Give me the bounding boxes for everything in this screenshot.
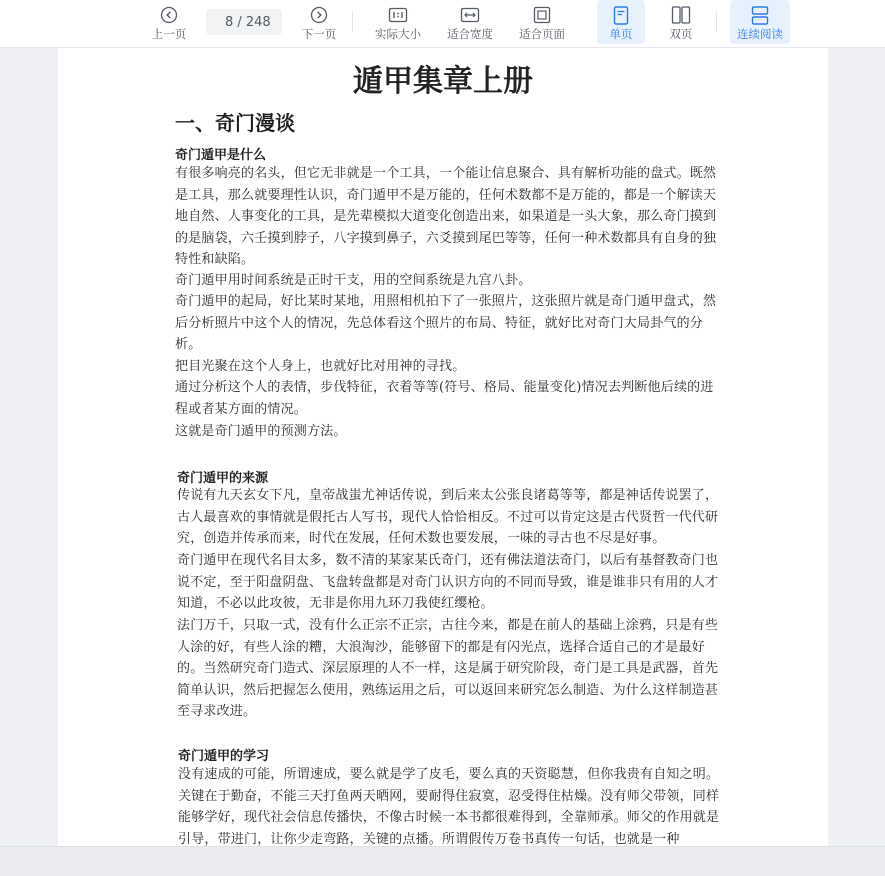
prev-page-button[interactable] [145,0,193,44]
paragraph: 奇门遁甲用时间系统是正时干支，用的空间系统是九宫八卦。 [175,273,532,288]
fit-page-button[interactable] [512,0,572,44]
reader-toolbar [0,0,885,48]
toolbar-divider [716,12,717,32]
page-indicator[interactable] [206,9,282,35]
paragraph: 这就是奇门遁甲的预测方法。 [175,424,347,439]
continuous-reading-label: 连续阅读 [737,27,783,41]
chevron-right-circle-icon [309,5,329,25]
document-page [58,48,828,846]
single-page-button[interactable] [597,0,645,44]
continuous-reading-button[interactable] [730,0,790,44]
single-page-label: 单页 [609,27,633,41]
actual-size-button[interactable] [368,0,428,44]
fit-width-button[interactable] [440,0,500,44]
double-page-label: 双页 [669,27,693,41]
prev-page-label: 上一页 [151,27,187,41]
section-heading: 奇门遁甲是什么 [175,148,267,163]
toolbar-divider [352,12,353,32]
next-page-label: 下一页 [301,27,337,41]
paragraph: 有很多响亮的名头，但它无非就是一个工具，一个能让信息聚合、具有解析功能的盘式。既然是工具，那么就要理性认识，奇门遁甲不是万能的，任何术数都不是万能的，都是一个解读天地自然、人事变化的工具，是先辈模拟大道变化创造出来，如果道是一头大象，那么奇门摸到的是脑袋，六壬摸到脖子，八字摸到鼻子，六爻摸到尾巴等等，任何一种术数都具有自身的独特性和缺陷。 [175,166,717,267]
page-total: / 248 [237,14,271,30]
paragraph: 法门万千，只取一式，没有什么正宗不正宗，古往今来，都是在前人的基础上涂鸦，只是有些人涂的好，有些人涂的糟，大浪淘沙，能够留下的都是有闪光点，选择合适自己的才是最好的。当然研究奇门造式、深层原理的人不一样，这是属于研究阶段，奇门是工具是武器，首先简单认识，然后把握怎么使用，熟练运用之后，可以返回来研究怎么制造、为什么这样制造甚至寻求改进。 [177,618,719,719]
actual-size-icon [388,5,408,25]
continuous-reading-icon [750,5,770,25]
section-heading: 奇门遁甲的学习 [178,749,270,764]
actual-size-label: 实际大小 [375,27,421,41]
fit-width-label: 适合宽度 [447,27,493,41]
fit-page-icon [532,5,552,25]
paragraph: 没有速成的可能，所谓速成，要么就是学了皮毛，要么真的天资聪慧，但你我贵有自知之明。关键在于勤奋，不能三天打鱼两天晒网，要耐得住寂寞，忍受得住枯燥。没有师父带领，同样能够学好，现代社会信息传播快，不像古时候一本书都很难得到，全靠师承。师父的作用就是引导，带进门，让你少走弯路，关键的点播。所谓假传万卷书真传一句话，也就是一种 [178,767,720,846]
page-current[interactable]: 8 [225,14,234,30]
next-page-button[interactable] [295,0,343,44]
paragraph: 把目光聚在这个人身上，也就好比对用神的寻找。 [175,359,466,374]
paragraph: 奇门遁甲的起局，好比某时某地，用照相机拍下了一张照片，这张照片就是奇门遁甲盘式，然后分析照片中这个人的情况，先总体看这个照片的布局、特征，就好比对奇门大局卦气的分析。 [175,294,717,352]
paragraph: 奇门遁甲在现代名目太多，数不清的某家某氏奇门，还有佛法道法奇门，以后有基督教奇门也说不定，至于阳盘阴盘、飞盘转盘都是对奇门认识方向的不同而导致，谁是谁非只有用的人才知道，不必以此攻彼，无非是你用九环刀我使红缨枪。 [177,553,719,611]
paragraph: 传说有九天玄女下凡，皇帝战蚩尤神话传说，到后来太公张良诸葛等等，都是神话传说罢了，古人最喜欢的事情就是假托古人写书，现代人恰恰相反。不过可以肯定这是古代贤哲一代代研究，创造并传承而来，时代在发展，任何术数也要发展，一味的寻古也不尽是好事。 [177,488,719,546]
double-page-button[interactable] [657,0,705,44]
chapter-heading: 一、奇门漫谈 [175,111,295,135]
single-page-icon [611,5,631,25]
document-title: 遁甲集章上册 [353,64,533,99]
double-page-icon [671,5,691,25]
chevron-left-circle-icon [159,5,179,25]
section-heading: 奇门遁甲的来源 [177,471,269,486]
fit-width-icon [460,5,480,25]
paragraph: 通过分析这个人的表情，步伐特征，衣着等等(符号、格局、能量变化)情况去判断他后续的进程或者某方面的情况。 [175,380,714,417]
fit-page-label: 适合页面 [519,27,565,41]
bottom-scroll-area [0,846,885,876]
